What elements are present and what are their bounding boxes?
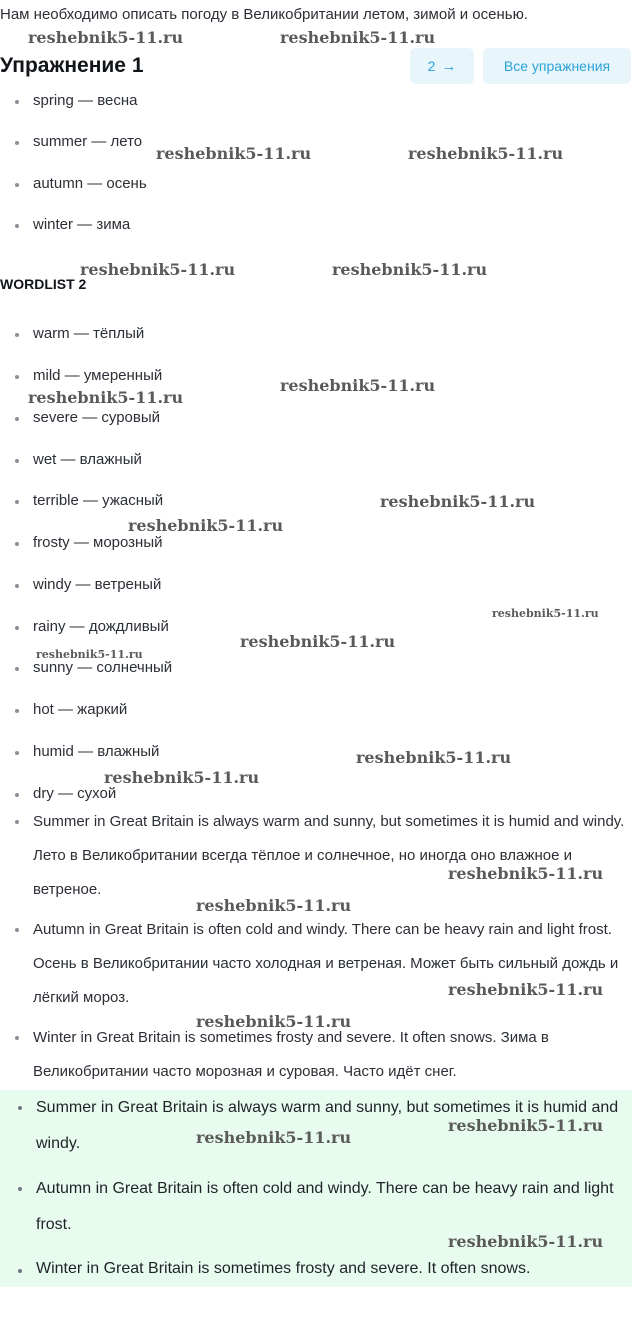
- bullet: [15, 584, 19, 588]
- watermark: reshebnik5-11.ru: [448, 1116, 604, 1135]
- list-item-text: frosty — морозный: [33, 534, 163, 551]
- watermark: reshebnik5-11.ru: [28, 28, 184, 47]
- list-item-text: wet — влажный: [33, 451, 142, 468]
- watermark: reshebnik5-11.ru: [448, 1232, 604, 1251]
- answer-paragraph: Winter in Great Britain is sometimes frosty and severe. It often snows.: [36, 1260, 531, 1277]
- bullet: [15, 709, 19, 713]
- list-item-text: spring — весна: [33, 92, 138, 109]
- bullet: [15, 224, 19, 228]
- bullet: [15, 417, 19, 421]
- bullet: [15, 793, 19, 797]
- bullet: [15, 375, 19, 379]
- watermark: reshebnik5-11.ru: [448, 864, 604, 883]
- watermark: reshebnik5-11.ru: [80, 260, 236, 279]
- watermark: reshebnik5-11.ru: [196, 1012, 352, 1031]
- bullet: [15, 333, 19, 337]
- sentence-paragraph: Autumn in Great Britain is often cold and windy. There can be heavy rain and light frost. Осень в Великобритании часто холодная и ветреная. Может быть сильный дождь и лёгкий мороз.: [33, 921, 619, 1006]
- list-item-text: mild — умеренный: [33, 367, 163, 384]
- list-item-text: humid — влажный: [33, 743, 160, 760]
- arrow-right-icon: →: [441, 57, 457, 75]
- watermark: reshebnik5-11.ru: [28, 388, 184, 407]
- watermark: reshebnik5-11.ru: [280, 376, 436, 395]
- bullet: [15, 542, 19, 546]
- wordlist-2-heading: WORDLIST 2: [0, 276, 87, 292]
- list-item-text: summer — лето: [33, 133, 143, 150]
- list-item-text: severe — суровый: [33, 409, 161, 426]
- list-item-text: terrible — ужасный: [33, 492, 164, 509]
- bullet: [18, 1269, 22, 1273]
- next-exercise-label: 2: [427, 58, 436, 74]
- watermark: reshebnik5-11.ru: [196, 1128, 352, 1147]
- bullet: [15, 751, 19, 755]
- bullet: [15, 928, 19, 932]
- all-exercises-button[interactable]: Все упражнения: [483, 48, 631, 84]
- bullet: [18, 1106, 22, 1110]
- watermark: reshebnik5-11.ru: [196, 896, 352, 915]
- watermark: reshebnik5-11.ru: [332, 260, 488, 279]
- bullet: [18, 1187, 22, 1191]
- bullet: [15, 626, 19, 630]
- watermark: reshebnik5-11.ru: [380, 492, 536, 511]
- watermark: reshebnik5-11.ru: [128, 516, 284, 535]
- bullet: [15, 459, 19, 463]
- list-item-text: windy — ветреный: [33, 576, 162, 593]
- list-item-text: dry — сухой: [33, 785, 117, 802]
- watermark: reshebnik5-11.ru: [448, 980, 604, 999]
- next-exercise-button[interactable]: [410, 48, 474, 84]
- answer-box: [0, 1090, 632, 1287]
- answer-paragraph: Autumn in Great Britain is often cold and windy. There can be heavy rain and light frost.: [36, 1180, 614, 1233]
- watermark: reshebnik5-11.ru: [240, 632, 396, 651]
- watermark: reshebnik5-11.ru: [356, 748, 512, 767]
- watermark: reshebnik5-11.ru: [104, 768, 260, 787]
- bullet: [15, 141, 19, 145]
- sentence-paragraph: Summer in Great Britain is always warm and sunny, but sometimes it is humid and windy. Лето в Великобритании всегда тёплое и солнечное, но иногда оно влажное и ветреное.: [33, 813, 625, 898]
- bullet: [15, 667, 19, 671]
- bullet: [15, 500, 19, 504]
- intro-text: Нам необходимо описать погоду в Великобритании летом, зимой и осенью.: [0, 6, 529, 23]
- watermark: reshebnik5-11.ru: [156, 144, 312, 163]
- sentence-paragraph: Winter in Great Britain is sometimes frosty and severe. It often snows. Зима в Великобритании часто морозная и суровая. Часто идёт снег.: [33, 1029, 549, 1080]
- list-item-text: sunny — солнечный: [33, 659, 173, 676]
- list-item-text: hot — жаркий: [33, 701, 128, 718]
- watermark: reshebnik5-11.ru: [280, 28, 436, 47]
- bullet: [15, 183, 19, 187]
- watermark: reshebnik5-11.ru: [492, 607, 599, 620]
- list-item-text: rainy — дождливый: [33, 618, 169, 635]
- bullet: [15, 100, 19, 104]
- exercise-title: Упражнение 1: [0, 54, 144, 77]
- answer-paragraph: Summer in Great Britain is always warm and sunny, but sometimes it is humid and windy.: [36, 1099, 619, 1152]
- list-item-text: warm — тёплый: [33, 325, 145, 342]
- list-item-text: winter — зима: [33, 216, 131, 233]
- watermark: reshebnik5-11.ru: [408, 144, 564, 163]
- bullet: [15, 1036, 19, 1040]
- bullet: [15, 820, 19, 824]
- list-item-text: autumn — осень: [33, 175, 147, 192]
- watermark: reshebnik5-11.ru: [36, 648, 143, 661]
